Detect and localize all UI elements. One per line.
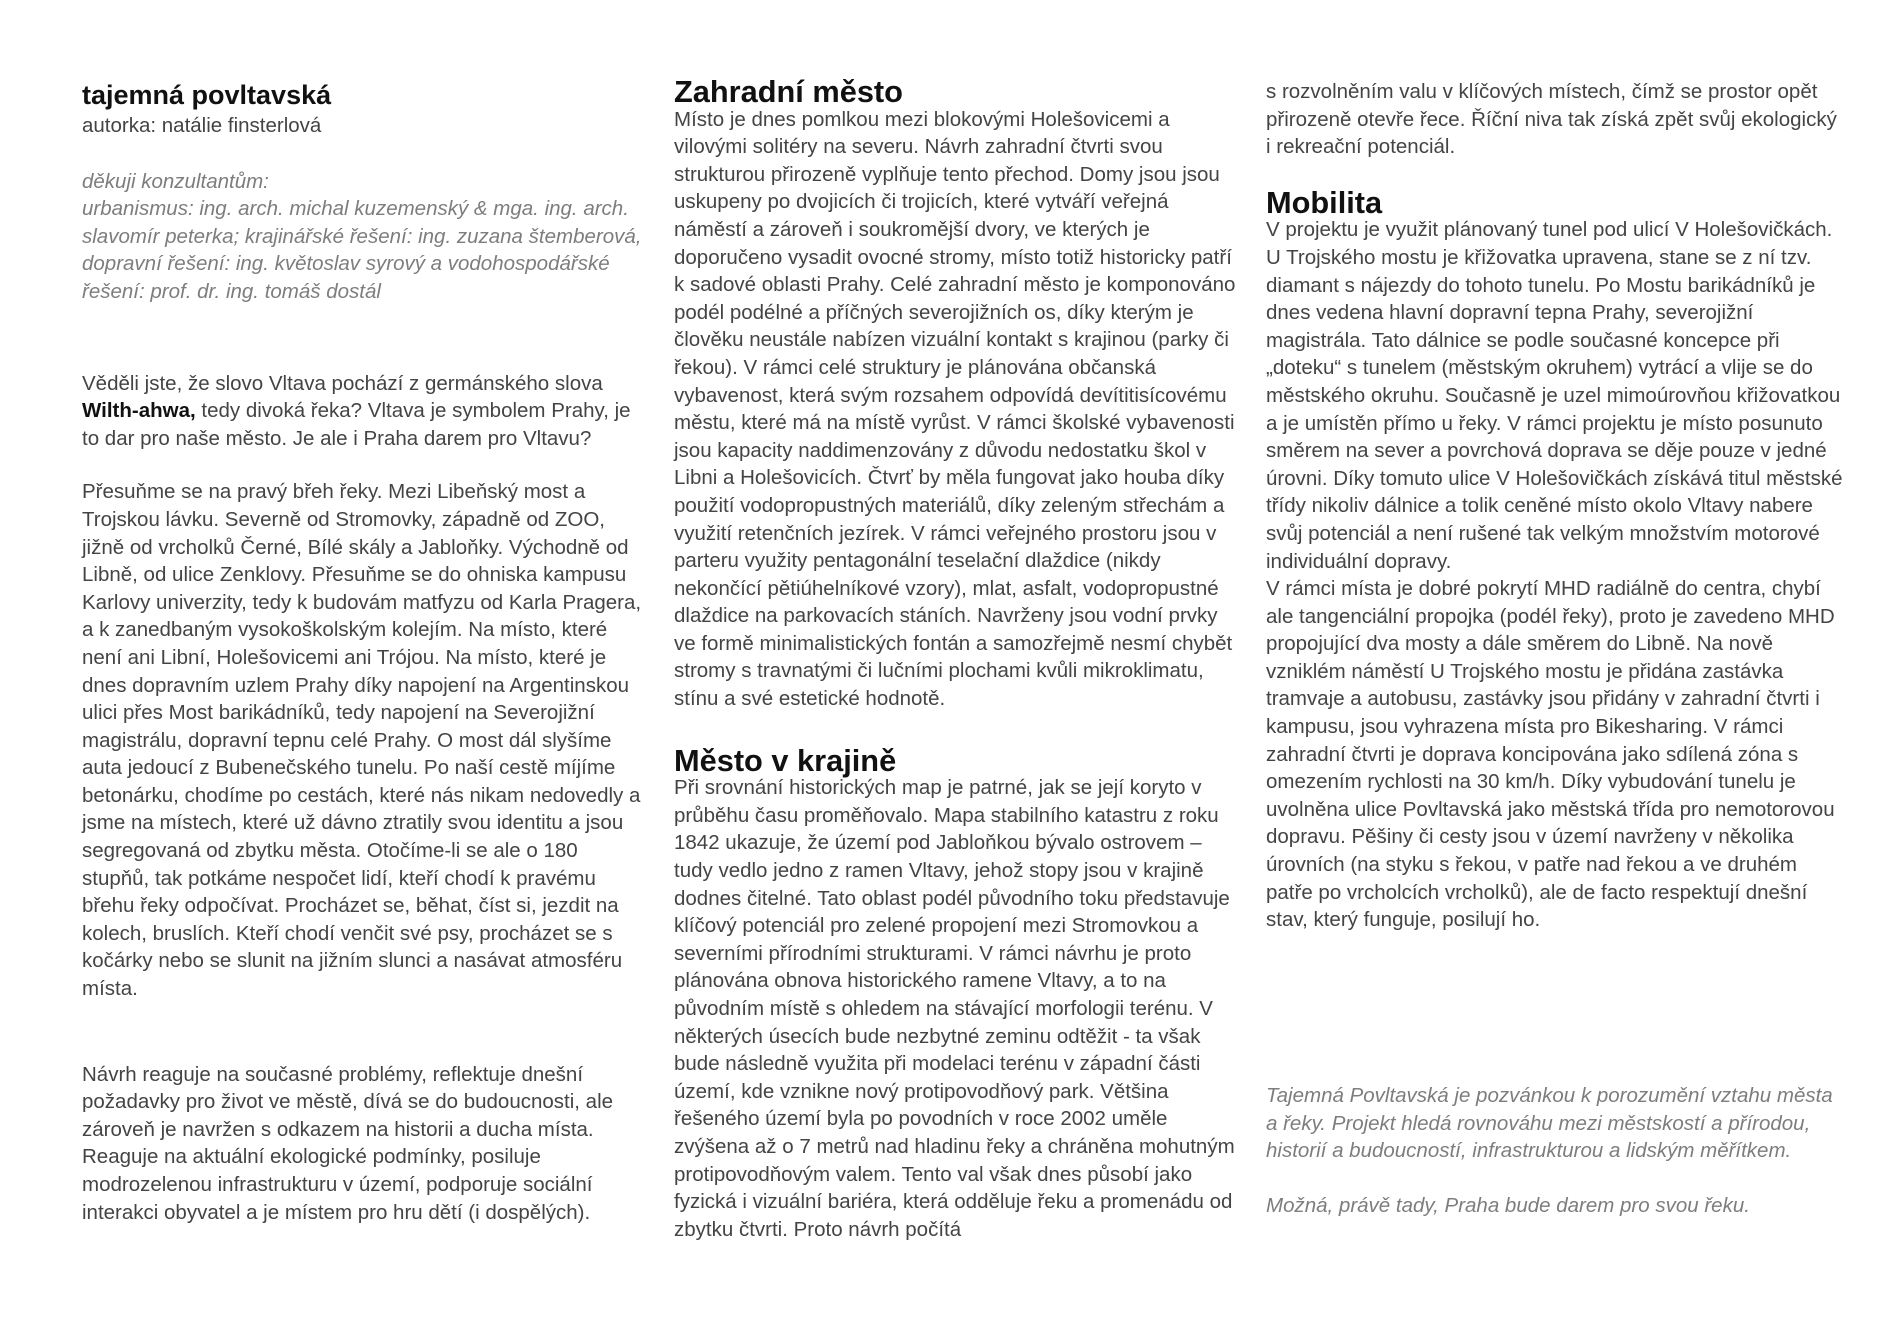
highlighted-term: Wilth-ahwa,	[82, 399, 196, 423]
heading-mobility: Mobilita	[1266, 184, 1383, 220]
heading-city-in-landscape: Město v krajině	[674, 742, 897, 778]
mobility-text-2: V rámci místa je dobré pokrytí MHD radiálně do centra, chybí ale tangenciální propojka (podél řeky), proto je zavedeno MHD propojující dva mosty a dále směrem do Libně. Na nově vzniklém náměstí U Trojského mostu je přidána zastávka tramvaje a autobusu, zastávky jsou přidány v zahradní čtvrti i kampusu, jsou vyhrazena místa pro Bikesharing. V rámci zahradní čtvrti je doprava koncipována jako sdílená zóna s omezením rychlosti na 30 km/h. Díky vybudování tunelu je uvolněna ulice Povltavská jako městská třída pro nemotorovou dopravu. Pěšiny či cesty jsou v území navrženy v několika úrovních (na styku s řekou, v patře nad řekou a ve druhém patře po vrcholcích vrcholků), ale de facto respektují dnešní stav, který funguje, posilují ho.	[1266, 577, 1835, 932]
city-in-landscape-text: Při srovnání historických map je patrné, jak se její koryto v průběhu času proměňovalo. Mapa stabilního katastru z roku 1842 ukazuje, že území pod Jabloňkou bývalo ostrovem – tudy vedlo jedno z ramen Vltavy, jehož stopy jsou v krajině dodnes čitelné. Tato oblast podél původního toku představuje klíčový potenciál pro zelené propojení mezi Stromovkou a severními přírodními strukturami. V rámci návrhu je proto plánována obnova historického ramene Vltavy, a to na původním místě s ohledem na stávající morfologii terénu. V některých úsecích bude nezbytné zeminu odtěžit - ta však bude následně využita při modelaci terénu v západní části území, kde vznikne nový protipovodňový park. Většina řešeného území byla po povodních v roce 2002 uměle zvýšena až o 7 metrů nad hladinu řeky a chráněna mohutným protipovodňovým valem. Tento val však dnes působí jako fyzická i vizuální bariéra, která odděluje řeku a promenádu od zbytku čtvrti. Proto návrh počítá	[674, 776, 1235, 1241]
thanks-text: urbanismus: ing. arch. michal kuzemenský & mga. ing. arch. slavomír peterka; krajinářské řešení: ing. zuzana štemberová, dopravní řešení: ing. květoslav syrový a vodohospodářské řešení: prof. dr. ing. tomáš dostál	[82, 197, 642, 303]
closing-block	[1266, 1082, 1844, 1219]
garden-city-text: Místo je dnes pomlkou mezi blokovými Holešovicemi a vilovými solitéry na severu. Návrh zahradní čtvrti svou strukturou přirozeně vyplňuje tento přechod. Domy jsou jsou uskupeny po dvojicích či trojicích, které vytváří veřejná náměstí a zároveň i soukromější dvory, ve kterých je doporučeno vysadit ovocné stromy, místo totiž historicky patří k sadové oblasti Prahy. Celé zahradní město je komponováno podél podélné a příčných severojižních os, díky kterým je člověku neustále nabízen vizuální kontakt s krajinou (parky či řekou). V rámci celé struktury je plánována občanská vybavenost, která svým rozsahem odpovídá devítitisícovému městu, které má na místě vyrůst. V rámci školské vybavenosti jsou kapacity naddimenzovány z důvodu nedostatku škol v Libni a Holešovicích. Čtvrť by měla fungovat jako houba díky použití vodopropustných materiálů, díky zeleným střechám a využití retenčních jezírek. V rámci veřejného prostoru jsou v parteru využity pentagonální teselační dlaždice (nikdy nekončící pětiúhelníkové vzory), mlat, asfalt, vodopropustné dlaždice na parkovacích stáních. Navrženy jsou vodní prvky ve formě minimalistických fontán a samozřejmě nesmí chybět stromy s travnatými či lučními plochami kvůli mikroklimatu, stínu a své estetické hodnotě.	[674, 107, 1236, 711]
column-middle	[674, 74, 1242, 1243]
intro-p1-after: tedy divoká řeka? Vltava je symbolem Prahy, je to dar pro naše město. Je ale i Praha darem pro Vltavu?	[82, 399, 631, 450]
closing-paragraph-2: Možná, právě tady, Praha bude darem pro svou řeku.	[1266, 1193, 1750, 1217]
column-right	[1266, 78, 1844, 934]
mobility-text: V projektu je využit plánovaný tunel pod ulicí V Holešovičkách. U Trojského mostu je křižovatka upravena, stane se z ní tzv. diamant s nájezdy do tohoto tunelu. Po Mostu barikádníků je dnes vedena hlavní dopravní tepna Prahy, severojižní magistrála. Tato dálnice se podle současné koncepce při „doteku“ s tunelem (městským okruhem) vytrácí a vlije se do městského okruhu. Současně je uzel mimoúrovňou křižovatkou a je umístěn přímo u řeky. V rámci projektu je místo posunuto směrem na sever a povrchová doprava se děje pouze v jedné úrovni. Díky tomuto ulice V Holešovičkách získává titul městské třídy nikoliv dálnice a tolik ceněné místo okolo Vltavy nabere svůj potenciál a není rušené tak velkým množstvím motorové individuální dopravy.	[1266, 218, 1843, 573]
landscape-continuation: s rozvolněním valu v klíčových místech, čímž se prostor opět přirozeně otevře řece. Říční niva tak získá zpět svůj ekologický i rekreační potenciál.	[1266, 80, 1837, 159]
author-line: autorka: natálie finsterlová	[82, 114, 322, 137]
intro-paragraph-1	[82, 370, 642, 453]
heading-garden-city: Zahradní město	[674, 74, 903, 109]
intro-paragraph-3: Návrh reaguje na současné problémy, reflektuje dnešní požadavky pro život ve městě, dívá se do budoucnosti, ale zároveň je navržen s odkazem na historii a ducha místa. Reaguje na aktuální ekologické podmínky, posiluje modrozelenou infrastrukturu v území, podporuje sociální interakci obyvatel a je místem pro hru dětí (i dospělých).	[82, 1062, 614, 1224]
thanks-label: děkuji konzultantům:	[82, 169, 269, 193]
document-title: tajemná povltavská	[82, 80, 332, 110]
intro-p1-before: Věděli jste, že slovo Vltava pochází z germánského slova	[82, 371, 603, 395]
intro-paragraph-2: Přesuňme se na pravý břeh řeky. Mezi Libeňský most a Trojskou lávku. Severně od Stromovky, západně od ZOO, jižně od vrcholků Černé, Bílé skály a Jabloňky. Východně od Libně, od ulice Zenklovy. Přesuňme se do ohniska kampusu Karlovy univerzity, tedy k budovám matfyzu od Karla Pragera, a k zanedbaným vysokoškolským kolejím. Na místo, které není ani Libní, Holešovicemi ani Trójou. Na místo, které je dnes dopravním uzlem Prahy díky napojení na Argentinskou ulici přes Most barikádníků, tedy napojení na Severojižní magistrálu, dopravní tepnu celé Prahy. O most dál slyšíme auta jedoucí z Bubenečského tunelu. Po naší cestě míjíme betonárku, chodíme po cestách, které nás nikam nedovedly a jsme na místech, které už dávno ztratily svou identitu a jsou segregovaná od zbytku města. Otočíme-li se ale o 180 stupňů, tak potkáme nespočet lidí, kteří chodí k pravému břehu řeky odpočívat. Procházet se, běhat, číst si, jezdit na kolech, bruslích. Kteří chodí venčit své psy, procházet se s kočárky nebo se slunit na jižním slunci a nasávat atmosféru místa.	[82, 480, 642, 1001]
column-left	[82, 78, 642, 1226]
closing-paragraph-1: Tajemná Povltavská je pozvánkou k porozumění vztahu města a řeky. Projekt hledá rovnováhu mezi městskostí a přírodou, historií a budoucností, infrastrukturou a lidským měřítkem.	[1266, 1084, 1833, 1163]
